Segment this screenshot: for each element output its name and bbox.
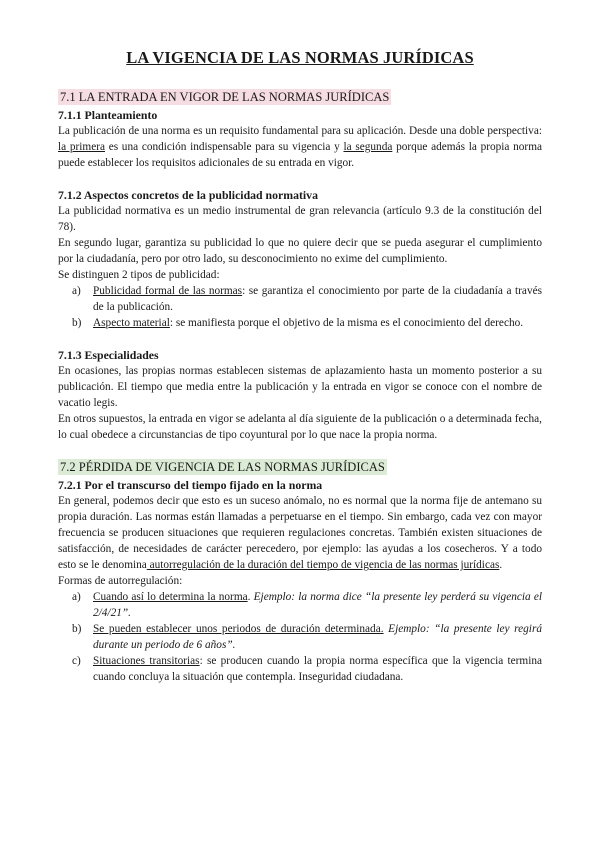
list-item	[58, 621, 542, 653]
text-span: La publicación de una norma es un requisito fundamental para su aplicación. Desde una doble perspectiva:	[58, 125, 542, 137]
section-7-2-heading: 7.2 PÉRDIDA DE VIGENCIA DE LAS NORMAS JURÍDICAS	[60, 460, 385, 474]
underlined-term: Aspecto material	[93, 317, 170, 329]
section-7-1-heading: 7.1 LA ENTRADA EN VIGOR DE LAS NORMAS JURÍDICAS	[60, 90, 390, 104]
autorregulacion-list	[58, 589, 542, 685]
paragraph-planteamiento	[58, 123, 542, 171]
example-text: Ejemplo: la norma dice “la presente ley perderá su vigencia el 2/4/21”.	[93, 591, 542, 619]
underlined-term: Se pueden establecer unos periodos de duración determinada.	[93, 623, 384, 635]
text-span: .	[247, 591, 254, 603]
paragraph-publicidad-1: La publicidad normativa es un medio instrumental de gran relevancia (artículo 9.3 de la constitución del 78).	[58, 205, 542, 233]
underlined-term: la segunda	[343, 141, 393, 153]
list-marker: b)	[72, 623, 82, 635]
subsection-7-1-2-heading: 7.1.2 Aspectos concretos de la publicidad normativa	[58, 188, 318, 202]
example-text: Ejemplo: “la presente ley regirá durante un periodo de 6 años”.	[93, 623, 542, 651]
subsection-7-1-3-heading: 7.1.3 Especialidades	[58, 348, 159, 362]
paragraph-transcurso	[58, 493, 542, 573]
text-span: En general, podemos decir que esto es un suceso anómalo, no es normal que la norma fije de antemano su propia duración. Las normas están llamadas a perpetuarse en el tiempo. Sin embargo, cada vez con mayor frecuencia se producen situaciones que requieren regulaciones concretas. También existen situaciones de satisfacción, de necesidades de carácter perecedero, por ejemplo: las ayudas a los cosecheros. Y a todo esto se le denomina	[58, 495, 542, 571]
list-marker: a)	[72, 591, 81, 603]
underlined-term: Situaciones transitorias	[93, 655, 200, 667]
paragraph-formas: Formas de autorregulación:	[58, 575, 183, 587]
text-span: : se producen cuando la propia norma específica que la vigencia termina cuando concluya la situación que contempla. Inseguridad ciudadana.	[93, 655, 543, 683]
section-7-2	[58, 458, 542, 685]
paragraph-publicidad-2: En segundo lugar, garantiza su publicidad lo que no quiere decir que se pueda asegurar el cumplimiento por la ciudadanía, pero por otro lado, su desconocimiento no exime del cumplimiento.	[58, 237, 542, 265]
document-title: LA VIGENCIA DE LAS NORMAS JURÍDICAS	[126, 48, 474, 67]
list-item	[58, 653, 542, 685]
text-span: .	[499, 559, 503, 571]
document-page	[58, 48, 542, 685]
text-span: es una condición indispensable para su vigencia y	[104, 141, 344, 153]
paragraph-publicidad-3: Se distinguen 2 tipos de publicidad:	[58, 269, 220, 281]
list-marker: b)	[72, 317, 82, 329]
text-span: : se garantiza el conocimiento por parte de la ciudadanía a través de la publicación.	[93, 285, 542, 313]
text-span: porque además la propia norma puede establecer los requisitos adicionales de su entrada en vigor.	[58, 141, 542, 169]
section-7-1	[58, 88, 542, 443]
subsection-7-2-1-heading: 7.2.1 Por el transcurso del tiempo fijado en la norma	[58, 478, 323, 492]
underlined-term: autorregulación de la duración del tiempo de vigencia de las normas jurídicas	[146, 559, 500, 571]
underlined-term: Publicidad formal de las normas	[93, 285, 243, 297]
text-span: : se manifiesta porque el objetivo de la misma es el conocimiento del derecho.	[169, 317, 524, 329]
list-item	[58, 315, 542, 331]
subsection-7-1-1-heading: 7.1.1 Planteamiento	[58, 108, 158, 122]
publicity-types-list	[58, 283, 542, 331]
list-item	[58, 283, 542, 315]
paragraph-especialidades-2: En otros supuestos, la entrada en vigor se adelanta al día siguiente de la publicación o a determinada fecha, lo cual obedece a circunstancias de tipo coyuntural por lo que nace la propia norma.	[58, 413, 542, 441]
list-marker: a)	[72, 285, 81, 297]
list-marker: c)	[72, 655, 81, 667]
list-item	[58, 589, 542, 621]
underlined-term: la primera	[58, 141, 105, 153]
paragraph-especialidades-1: En ocasiones, las propias normas establecen sistemas de aplazamiento hasta un momento posterior a su publicación. El tiempo que media entre la publicación y la entrada en vigor se conoce con el nombre de vacatio legis.	[58, 365, 542, 409]
underlined-term: Cuando así lo determina la norma	[93, 591, 248, 603]
